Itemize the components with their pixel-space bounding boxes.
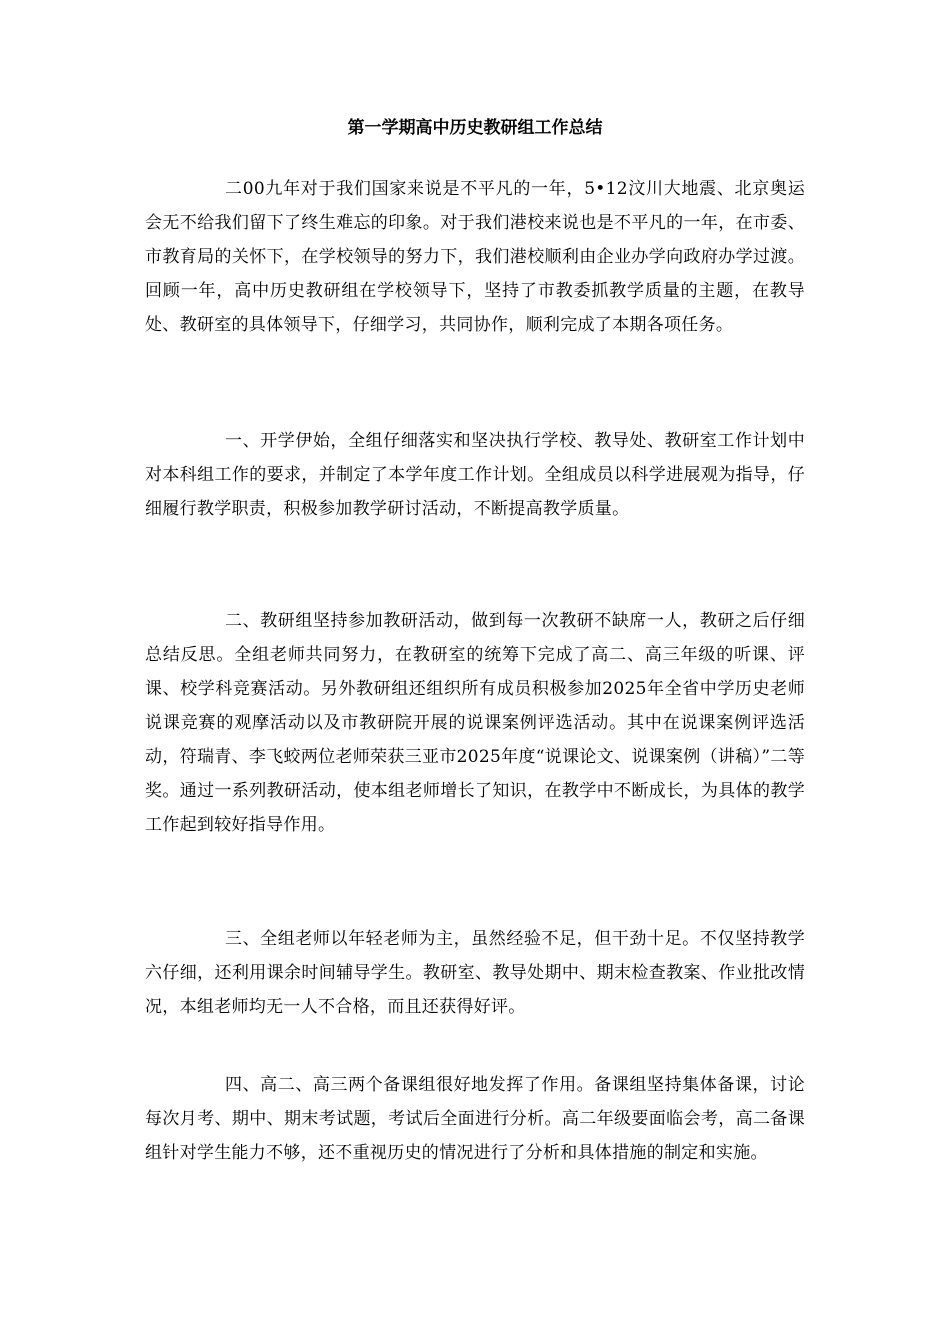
paragraph-section-3: 三、全组老师以年轻老师为主，虽然经验不足，但干劲十足。不仅坚持教学六仔细，还利用课余时间辅导学生。教研室、教导处期中、期末检查教案、作业批改情况，本组老师均无一人不合格，而且还获得好评。 [145,929,805,1017]
document-page [145,0,805,1344]
paragraph-intro: 二00九年对于我们国家来说是不平凡的一年，5•12汶川大地震、北京奥运会无不给我们留下了终生难忘的印象。对于我们港校来说也是不平凡的一年，在市委、市教育局的关怀下，在学校领导的努力下，我们港校顺利由企业办学向政府办学过渡。回顾一年，高中历史教研组在学校领导下，坚持了市教委抓教学质量的主题，在教导处、教研室的具体领导下，仔细学习，共同协作，顺利完成了本期各项任务。 [145,179,805,335]
paragraph-section-2: 二、教研组坚持参加教研活动，做到每一次教研不缺席一人，教研之后仔细总结反思。全组老师共同努力，在教研室的统筹下完成了高二、高三年级的听课、评课、校学科竞赛活动。另外教研组还组织所有成员积极参加2025年全省中学历史老师说课竞赛的观摩活动以及市教研院开展的说课案例评选活动。其中在说课案例评选活动，符瑞青、李飞蛟两位老师荣获三亚市2025年度“说课论文、说课案例（讲稿）”二等奖。通过一系列教研活动，使本组老师增长了知识，在教学中不断成长，为具体的教学工作起到较好指导作用。 [145,611,805,835]
paragraph-section-1: 一、开学伊始，全组仔细落实和坚决执行学校、教导处、教研室工作计划中对本科组工作的要求，并制定了本学年度工作计划。全组成员以科学进展观为指导，仔细履行教学职责，积极参加教学研讨活动，不断提高教学质量。 [145,431,805,519]
document-title: 第一学期高中历史教研组工作总结 [347,118,603,138]
paragraph-section-4: 四、高二、高三两个备课组很好地发挥了作用。备课组坚持集体备课，讨论每次月考、期中、期末考试题，考试后全面进行分析。高二年级要面临会考，高二备课组针对学生能力不够，还不重视历史的情况进行了分析和具体措施的制定和实施。 [145,1075,805,1163]
